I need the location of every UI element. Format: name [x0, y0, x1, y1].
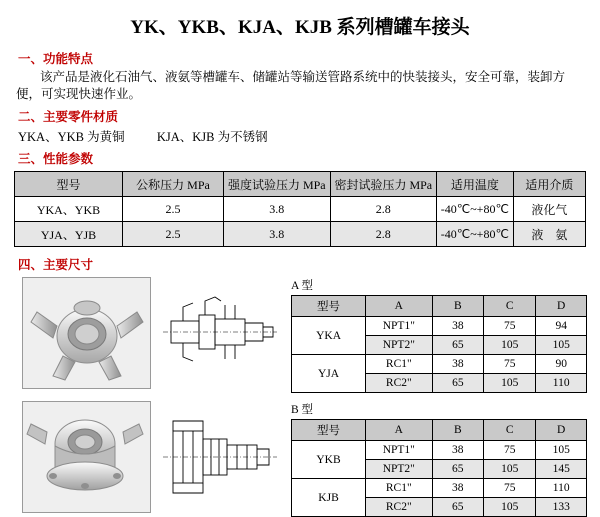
dim-a-cell-b: 65: [432, 336, 484, 355]
dim-b-cell-a: NPT1": [366, 441, 432, 460]
materials-line-1: YKA、YKB 为黄铜: [18, 130, 125, 144]
dim-b-cell-b: 38: [432, 479, 484, 498]
dim-a-cell-model: YJA: [292, 355, 366, 393]
dim-a-header-d: D: [536, 296, 587, 317]
perf-cell-strength: 3.8: [224, 222, 330, 247]
dim-a-cell-a: RC2": [366, 374, 432, 393]
block-spacer: [0, 393, 600, 401]
perf-cell-nominal: 2.5: [122, 222, 223, 247]
dim-a-cell-d: 110: [536, 374, 587, 393]
dim-a-cell-b: 38: [432, 317, 484, 336]
dim-b-cell-d: 105: [536, 441, 587, 460]
dim-b-cell-c: 75: [484, 479, 536, 498]
dim-a-header-b: B: [432, 296, 484, 317]
features-paragraph: 该产品是液化石油气、液氨等槽罐车、储罐站等输送管路系统中的快装接头，安全可靠，装卸方便，可实现快速作业。: [16, 70, 566, 101]
dim-b-cell-d: 145: [536, 460, 587, 479]
section-heading-performance: 三、性能参数: [18, 152, 94, 166]
table-row: [15, 197, 586, 222]
dim-b-cell-a: RC2": [366, 498, 432, 517]
dim-a-cell-c: 105: [484, 336, 536, 355]
perf-header-temperature: 适用温度: [437, 172, 514, 197]
table-row: [292, 355, 587, 374]
perf-header-nominal-pressure: 公称压力 MPa: [122, 172, 223, 197]
dim-b-cell-d: 133: [536, 498, 587, 517]
perf-cell-seal: 2.8: [330, 222, 436, 247]
dim-a-cell-b: 65: [432, 374, 484, 393]
dim-b-cell-c: 75: [484, 441, 536, 460]
dim-a-cell-d: 105: [536, 336, 587, 355]
performance-table-wrapper: [14, 171, 586, 247]
coupling-drawing-b: [159, 401, 279, 511]
perf-header-model: 型号: [15, 172, 123, 197]
dim-b-header-a: A: [366, 420, 432, 441]
section-heading-materials: 二、主要零件材质: [18, 110, 119, 124]
dimension-table-b-label: B 型: [291, 404, 314, 416]
coupling-drawing-a: [159, 277, 279, 387]
dim-a-cell-a: NPT2": [366, 336, 432, 355]
dim-b-header-model: 型号: [292, 420, 366, 441]
dim-a-cell-d: 90: [536, 355, 587, 374]
dimension-table-b: [291, 419, 587, 517]
perf-header-medium: 适用介质: [513, 172, 585, 197]
table-row: [15, 222, 586, 247]
table-row: [292, 317, 587, 336]
dim-a-cell-d: 94: [536, 317, 587, 336]
dim-b-header-d: D: [536, 420, 587, 441]
page-title: YK、YKB、KJA、KJB 系列槽罐车接头: [130, 17, 470, 38]
dimension-table-a: [291, 295, 587, 393]
dim-b-cell-b: 38: [432, 441, 484, 460]
perf-cell-model: YKA、YKB: [15, 197, 123, 222]
dim-a-header-a: A: [366, 296, 432, 317]
dim-a-cell-c: 75: [484, 317, 536, 336]
perf-cell-seal: 2.8: [330, 197, 436, 222]
materials-line: [18, 127, 600, 145]
dim-a-header-c: C: [484, 296, 536, 317]
dim-b-cell-c: 105: [484, 498, 536, 517]
dim-b-header-c: C: [484, 420, 536, 441]
perf-cell-medium: 液化气: [513, 197, 585, 222]
materials-line-2: KJA、KJB 为不锈钢: [156, 130, 268, 144]
dim-b-cell-b: 65: [432, 498, 484, 517]
section-heading-features: 一、功能特点: [18, 52, 94, 66]
coupling-photo-b: [22, 401, 151, 513]
dim-a-cell-c: 75: [484, 355, 536, 374]
section-heading-dimensions: 四、主要尺寸: [18, 258, 94, 272]
perf-cell-medium: 液 氨: [513, 222, 585, 247]
perf-cell-temp: -40℃~+80℃: [437, 197, 514, 222]
dim-b-cell-c: 105: [484, 460, 536, 479]
table-row: [292, 441, 587, 460]
dim-b-cell-d: 110: [536, 479, 587, 498]
dim-a-cell-a: RC1": [366, 355, 432, 374]
dim-a-cell-b: 38: [432, 355, 484, 374]
table-header-row: [292, 420, 587, 441]
perf-header-seal-pressure: 密封试验压力 MPa: [330, 172, 436, 197]
table-header-row: [15, 172, 586, 197]
dim-b-header-b: B: [432, 420, 484, 441]
table-header-row: [292, 296, 587, 317]
table-row: [292, 479, 587, 498]
dim-b-cell-model: YKB: [292, 441, 366, 479]
perf-cell-strength: 3.8: [224, 197, 330, 222]
dimension-table-b-wrapper: [291, 401, 587, 517]
performance-table: [14, 171, 586, 247]
dim-b-cell-model: KJB: [292, 479, 366, 517]
dim-a-cell-a: NPT1": [366, 317, 432, 336]
perf-cell-nominal: 2.5: [122, 197, 223, 222]
perf-cell-temp: -40℃~+80℃: [437, 222, 514, 247]
dim-b-cell-b: 65: [432, 460, 484, 479]
dim-a-cell-model: YKA: [292, 317, 366, 355]
dim-a-cell-c: 105: [484, 374, 536, 393]
perf-cell-model: YJA、YJB: [15, 222, 123, 247]
dim-b-cell-a: NPT2": [366, 460, 432, 479]
dimension-table-a-label: A 型: [291, 280, 314, 292]
dim-a-header-model: 型号: [292, 296, 366, 317]
dimension-block-b: [0, 401, 600, 517]
dim-b-cell-a: RC1": [366, 479, 432, 498]
perf-header-strength-pressure: 强度试验压力 MPa: [224, 172, 330, 197]
dimension-table-a-wrapper: [291, 277, 587, 393]
dimension-block-a: [0, 277, 600, 393]
coupling-photo-a: [22, 277, 151, 389]
